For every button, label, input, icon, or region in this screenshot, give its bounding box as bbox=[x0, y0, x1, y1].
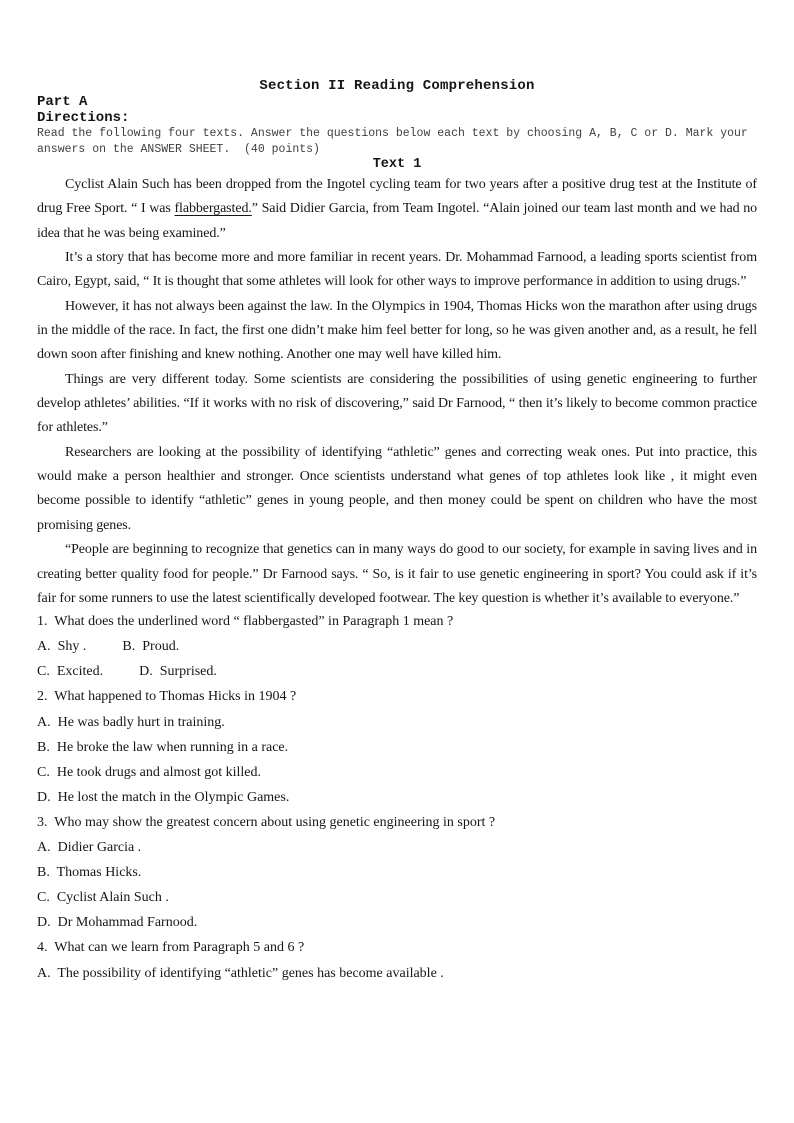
question-3-option-d: D. Dr Mohammad Farnood. bbox=[37, 915, 198, 931]
question-1-options-row-2 bbox=[37, 659, 757, 684]
question-2-option-c: C. He took drugs and almost got killed. bbox=[37, 764, 261, 780]
question-2-option-d: D. He lost the match in the Olympic Games. bbox=[37, 789, 290, 805]
questions-list bbox=[37, 609, 757, 985]
paragraph-1 bbox=[37, 173, 757, 246]
paragraph-1-post: ” Said Didier Garcia, from Team Ingotel. “Alain joined our team last month and we had no idea that he was being examined.” bbox=[37, 201, 757, 241]
question-2-option-a: A. He was badly hurt in training. bbox=[37, 714, 225, 730]
question-2-text: 2. What happened to Thomas Hicks in 1904 ? bbox=[37, 689, 297, 705]
paragraph-4: Things are very different today. Some scientists are considering the possibilities of using genetic engineering to further develop athletes’ abilities. “If it works with no risk of discovering,” said Dr Farnood, “ then it’s likely to become common practice for athletes.” bbox=[37, 371, 757, 436]
part-label: Part A bbox=[37, 94, 88, 110]
question-1-option-a: A. Shy . bbox=[37, 639, 87, 655]
question-2-option-b: B. He broke the law when running in a race. bbox=[37, 739, 289, 755]
question-1-text: 1. What does the underlined word “ flabbergasted” in Paragraph 1 mean ? bbox=[37, 614, 454, 630]
question-1-options-row-1 bbox=[37, 634, 757, 659]
question-3-option-c: C. Cyclist Alain Such . bbox=[37, 890, 169, 906]
paragraph-6: “People are beginning to recognize that genetics can in many ways do good to our society, for example in saving lives and in creating better quality food for people.” Dr Farnood says. “ So, is it fair to use genetic engineering in sport? You could ask if it’s fair for some runners to use the latest scientifically developed footwear. The key question is whether it’s available to everyone.” bbox=[37, 542, 757, 606]
question-4-text: 4. What can we learn from Paragraph 5 and 6 ? bbox=[37, 940, 305, 956]
question-1-option-d: D. Surprised. bbox=[139, 664, 217, 680]
paragraph-2: It’s a story that has become more and more familiar in recent years. Dr. Mohammad Farnood, a leading sports scientist from Cairo, Egypt, said, “ It is thought that some athletes will look for other ways to improve performance in addition to using drugs.” bbox=[37, 250, 757, 290]
section-title: Section II Reading Comprehension bbox=[259, 78, 535, 94]
question-3-option-a: A. Didier Garcia . bbox=[37, 840, 142, 856]
question-1-option-b: B. Proud. bbox=[122, 639, 180, 655]
paragraph-3: However, it has not always been against the law. In the Olympics in 1904, Thomas Hicks won the marathon after using drugs in the middle of the race. In fact, the first one didn’t make him feel better for long, so he was given another and, as a result, he fell down soon after finishing and knew nothing. Another one may well have killed him. bbox=[37, 298, 757, 363]
question-3-option-b: B. Thomas Hicks. bbox=[37, 865, 142, 881]
paragraph-1-pre: Cyclist Alain Such has been dropped from the Ingotel cycling team for two years after a positive drug test at the Institute of drug Free Sport. “ I was bbox=[37, 177, 757, 217]
question-3-text: 3. Who may show the greatest concern about using genetic engineering in sport ? bbox=[37, 814, 496, 830]
directions-text: Read the following four texts. Answer the questions below each text by choosing A, B, C or D. Mark your answers on the ANSWER SHEET. (40 points) bbox=[37, 127, 755, 156]
question-4-option-a: A. The possibility of identifying “athletic” genes has become available . bbox=[37, 965, 444, 981]
reading-passage bbox=[37, 173, 757, 611]
text-title: Text 1 bbox=[372, 157, 422, 172]
paragraph-5: Researchers are looking at the possibility of identifying “athletic” genes and correcting weak ones. Put into practice, this would make a person healthier and stronger. Once scientists understand what genes of top athletes look like , it might even become possible to identify “athletic” genes in young people, and then money could be spent on children who have the most promising genes. bbox=[37, 444, 757, 533]
underlined-word: flabbergasted. bbox=[174, 201, 252, 217]
directions-label: Directions: bbox=[37, 110, 130, 126]
question-1-option-c: C. Excited. bbox=[37, 664, 104, 680]
